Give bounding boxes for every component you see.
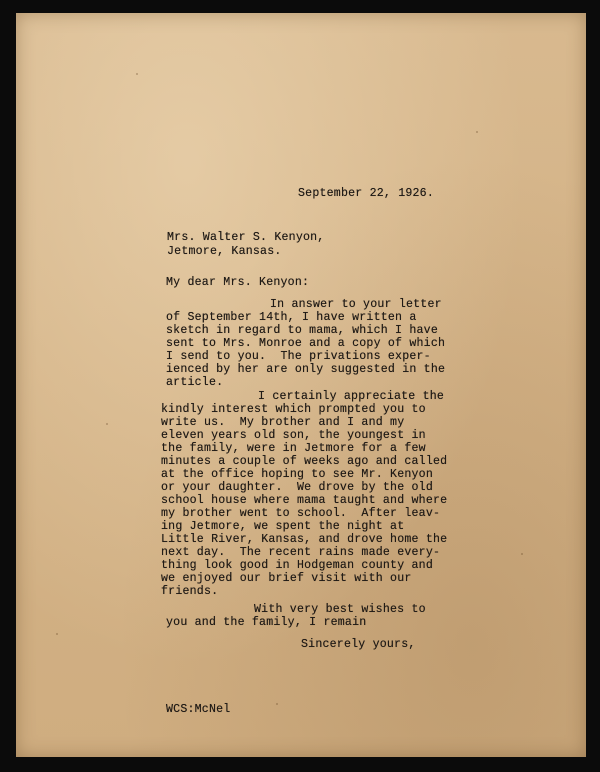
- recipient-name: Mrs. Walter S. Kenyon,: [167, 231, 325, 244]
- paragraph-2-line-11: ing Jetmore, we spent the night at: [161, 520, 405, 533]
- typist-initials: WCS:McNel: [166, 703, 231, 716]
- paper-fleck: [136, 73, 138, 75]
- paragraph-2-line-15: we enjoyed our brief visit with our: [161, 572, 412, 585]
- paper-fleck: [56, 633, 58, 635]
- recipient-place: Jetmore, Kansas.: [167, 245, 282, 258]
- paper-fleck: [521, 553, 523, 555]
- paragraph-2-line-2: kindly interest which prompted you to: [161, 403, 426, 416]
- paragraph-2-line-13: next day. The recent rains made every-: [161, 546, 441, 559]
- paragraph-1-line-1: In answer to your letter: [270, 298, 442, 311]
- paper-fleck: [276, 703, 278, 705]
- closing: Sincerely yours,: [301, 638, 416, 651]
- paragraph-1-line-7: article.: [166, 376, 224, 389]
- letter-date: September 22, 1926.: [298, 187, 434, 200]
- paragraph-2-line-1: I certainly appreciate the: [258, 390, 445, 403]
- paragraph-2-line-8: or your daughter. We drove by the old: [161, 481, 433, 494]
- paragraph-2-line-7: at the office hoping to see Mr. Kenyon: [161, 468, 433, 481]
- paragraph-1-line-6: ienced by her are only suggested in the: [166, 363, 446, 376]
- paragraph-2-line-4: eleven years old son, the youngest in: [161, 429, 426, 442]
- paragraph-2-line-14: thing look good in Hodgeman county and: [161, 559, 433, 572]
- paragraph-3-line-2: you and the family, I remain: [166, 616, 367, 629]
- paragraph-1-line-4: sent to Mrs. Monroe and a copy of which: [166, 337, 446, 350]
- paragraph-3-line-1: With very best wishes to: [254, 603, 426, 616]
- paragraph-1-line-2: of September 14th, I have written a: [166, 311, 417, 324]
- paragraph-2-line-12: Little River, Kansas, and drove home the: [161, 533, 448, 546]
- paragraph-1-line-3: sketch in regard to mama, which I have: [166, 324, 438, 337]
- paragraph-1-line-5: I send to you. The privations exper-: [166, 350, 431, 363]
- salutation: My dear Mrs. Kenyon:: [166, 276, 310, 289]
- paragraph-2-line-10: my brother went to school. After leav-: [161, 507, 441, 520]
- paragraph-2-line-3: write us. My brother and I and my: [161, 416, 405, 429]
- paper-fleck: [476, 131, 478, 133]
- paragraph-2-line-16: friends.: [161, 585, 219, 598]
- paragraph-2-line-9: school house where mama taught and where: [161, 494, 448, 507]
- paper-sheet: [16, 13, 586, 757]
- paragraph-2-line-5: the family, were in Jetmore for a few: [161, 442, 426, 455]
- paragraph-2-line-6: minutes a couple of weeks ago and called: [161, 455, 448, 468]
- paper-fleck: [106, 423, 108, 425]
